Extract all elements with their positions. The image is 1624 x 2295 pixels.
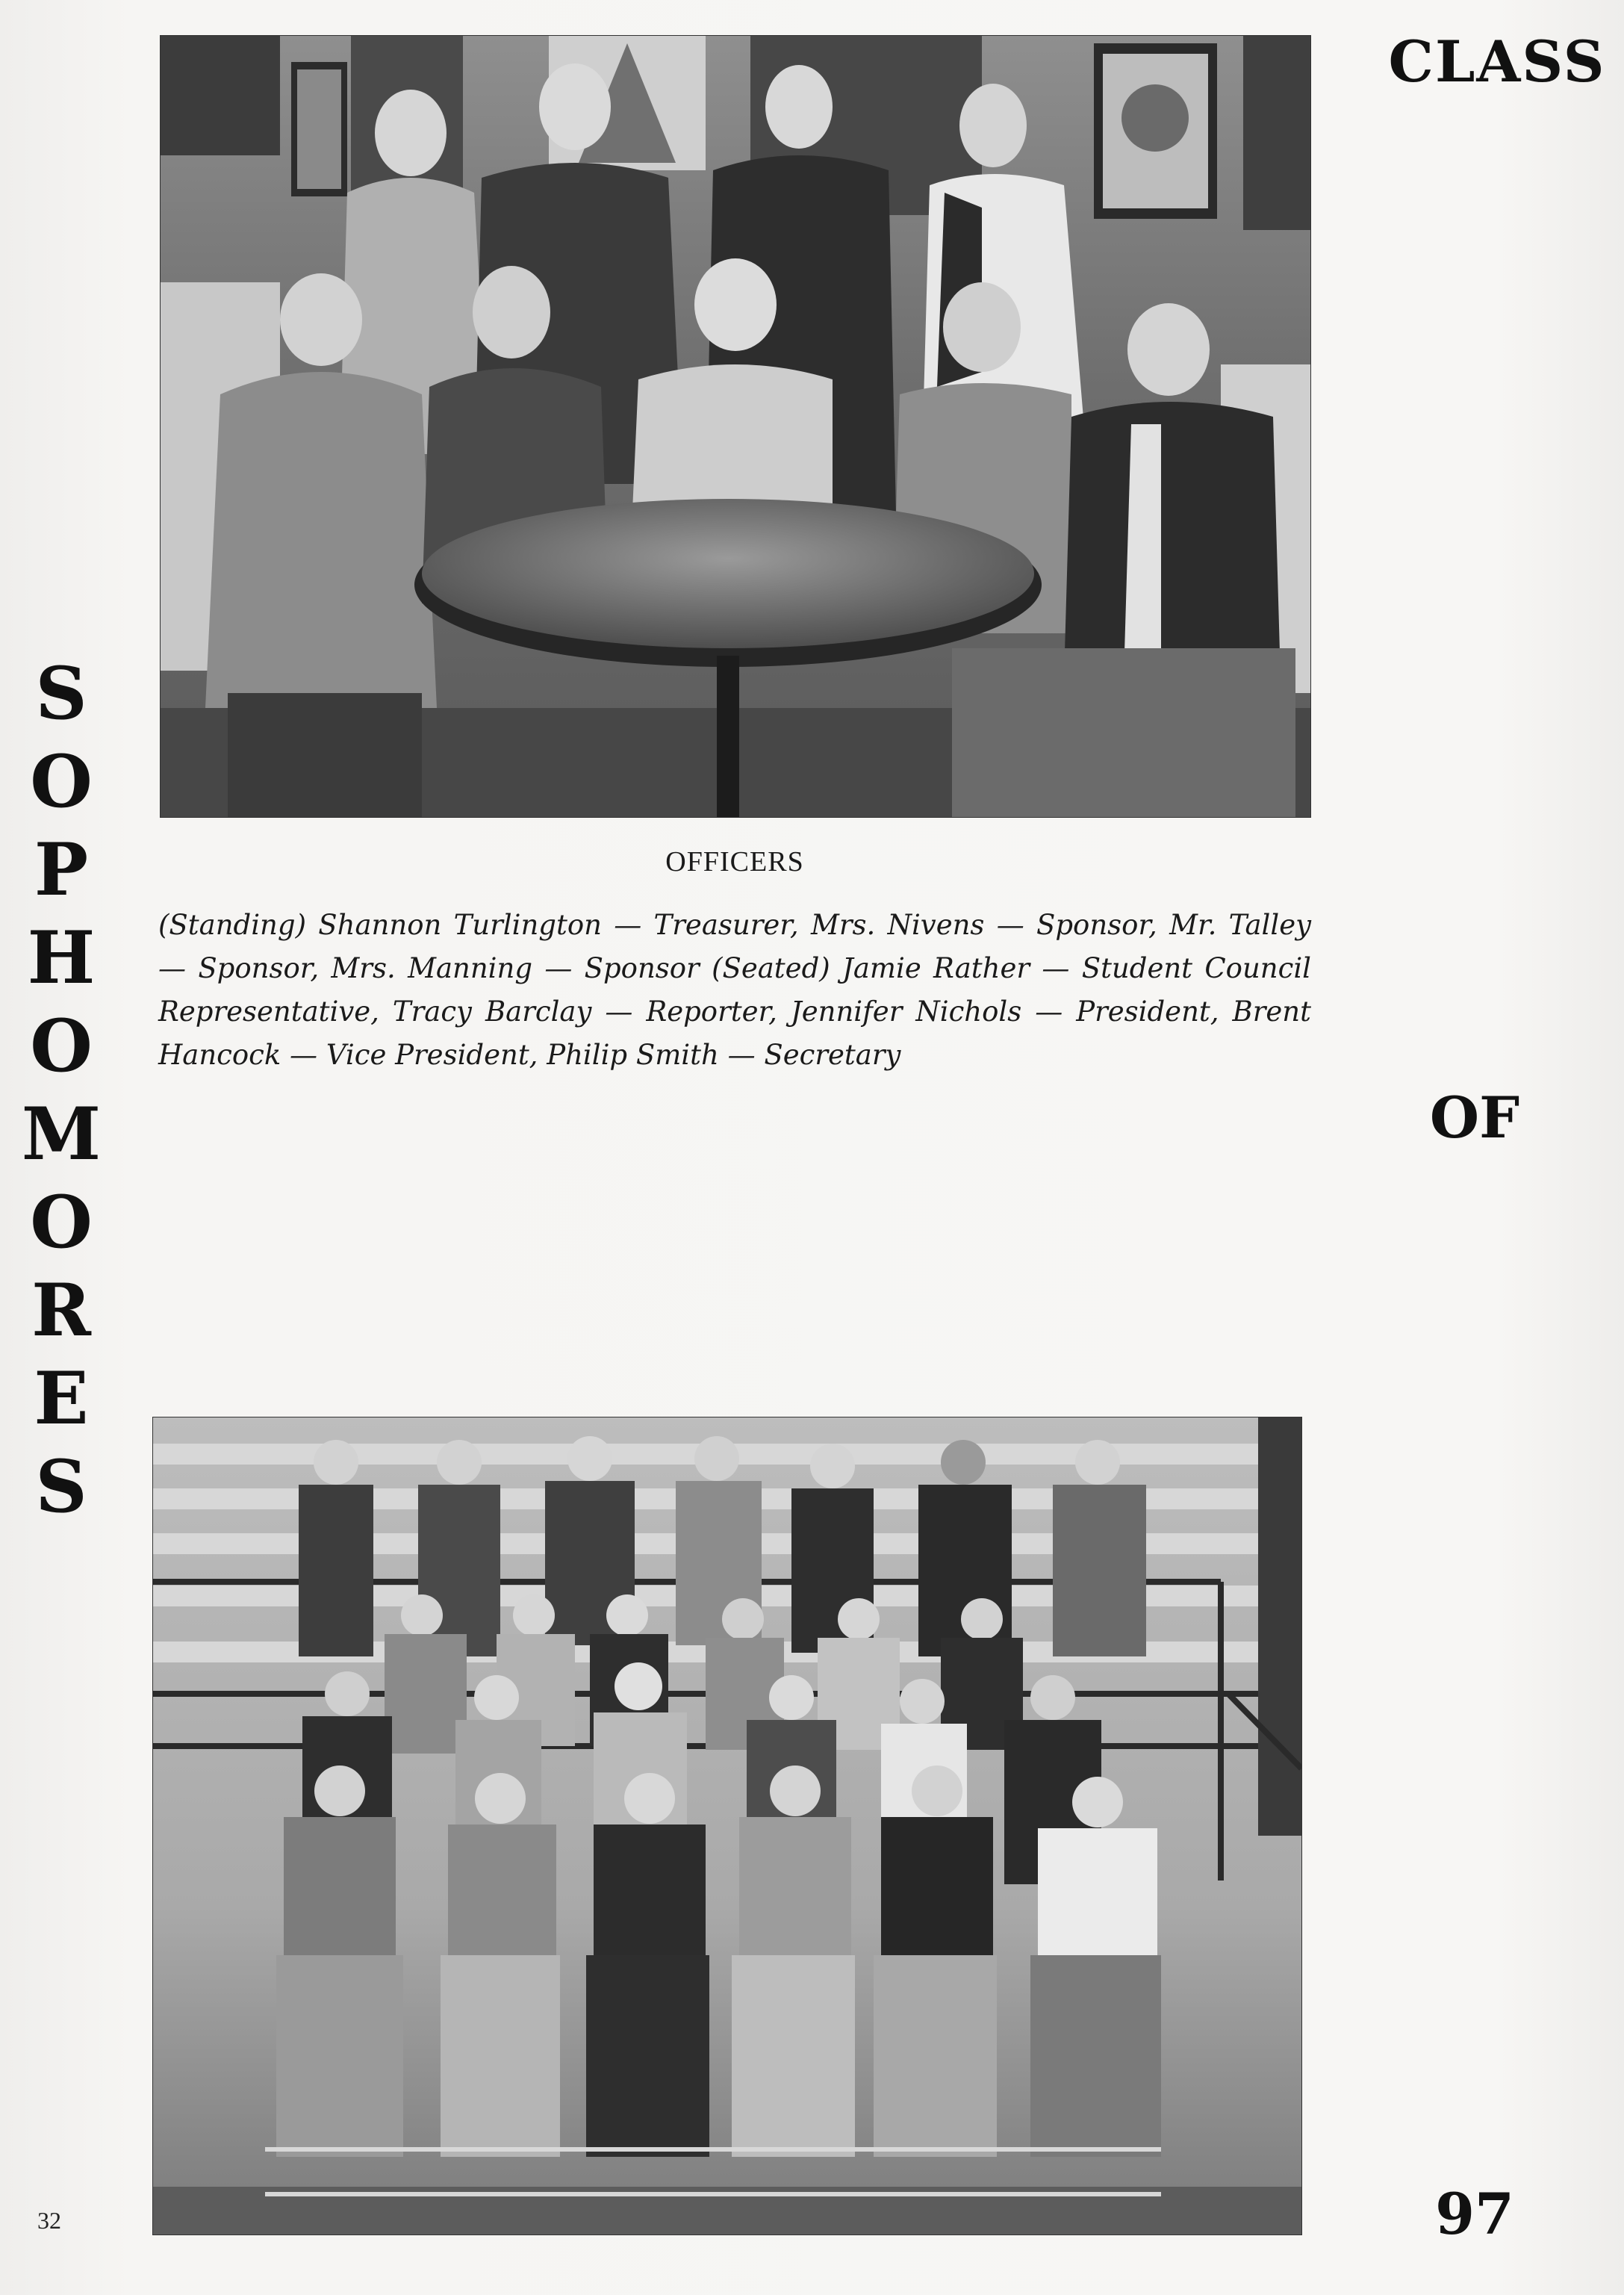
vertical-letter: P [34,827,89,912]
vertical-letter: S [35,1444,87,1529]
officers-photo [160,35,1311,818]
vertical-title-sophomores [16,650,106,1531]
vertical-letter: E [34,1356,89,1441]
vertical-letter: S [35,651,87,736]
heading-of: OF [1429,1084,1520,1151]
vertical-letter: O [30,739,93,824]
heading-year: 97 [1435,2181,1514,2247]
vertical-letter: R [31,1268,91,1353]
vertical-letter: O [30,1004,93,1088]
class-group-photo [152,1417,1302,2235]
heading-class: CLASS [1388,28,1606,95]
vertical-letter: O [30,1180,93,1264]
vertical-letter: M [21,1092,102,1176]
officers-title: OFFICERS [665,846,804,878]
vertical-letter: H [27,916,96,1000]
officers-caption: (Standing) Shannon Turlington — Treasurer, Mrs. Nivens — Sponsor, Mr. Talley — Sponsor, Mrs. Manning — Sponsor (Seated) Jamie Rather — Student Council Representative, Tracy Barclay — Reporter, Jennifer Nichols — President, Brent Hancock — Vice President, Philip Smith — Secretary [158,909,1311,1071]
class-group-photo-image [153,1417,1301,2235]
page-number: 32 [37,2207,61,2234]
officers-photo-image [161,36,1310,817]
